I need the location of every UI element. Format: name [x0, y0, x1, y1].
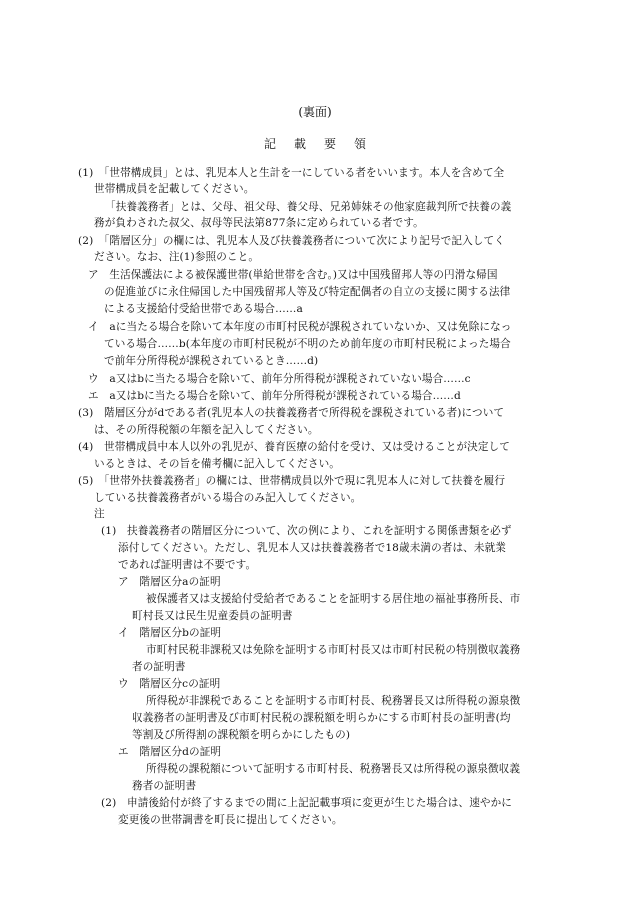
item-2-a-line-3: による支援給付受給世帯である場合……a — [104, 303, 303, 315]
page-title: 記載要領 — [263, 137, 384, 151]
item-2-line-1: (2) 「階層区分」の欄には、乳児本人及び扶養義務者について次により記号で記入してく — [78, 235, 505, 247]
item-3-line-2: は、その所得税額の年額を記入してください。 — [94, 424, 319, 436]
note-1-i-line-1: 市町村民税非課税又は免除を証明する市町村長又は市町村民税の特別徴収義務 — [146, 644, 521, 656]
item-2-i-line-3: で前年分所得税が課税されているとき……d) — [104, 355, 319, 367]
item-2-line-2: ださい。なお、注(1)参照のこと。 — [94, 251, 260, 263]
note-1-a-line-2: 町村長又は民生児童委員の証明書 — [132, 610, 293, 622]
item-2-i-line-2: ている場合……b(本年度の市町村民税が不明のため前年度の市町村民税によった場合 — [104, 338, 511, 350]
note-1-line-1: (1) 扶養義務者の階層区分について、次の例により、これを証明する関係書類を必ず — [101, 525, 512, 537]
note-1-a-heading: ア 階層区分aの証明 — [118, 576, 221, 588]
item-5-line-2: している扶養義務者がいる場合のみ記入してください。 — [94, 492, 362, 504]
item-4-line-1: (4) 世帯構成員中本人以外の乳児が、養育医療の給付を受け、又は受けることが決定して — [78, 441, 510, 453]
item-4-line-2: いるときは、その旨を備考欄に記入してください。 — [94, 458, 340, 470]
note-1-e-heading: エ 階層区分dの証明 — [118, 746, 222, 758]
note-1-i-line-2: 者の証明書 — [132, 661, 186, 673]
note-2-line-2: 変更後の世帯調書を町長に提出してください。 — [118, 814, 343, 826]
note-1-line-2: 添付してください。ただし、乳児本人又は扶養義務者で18歳未満の者は、未就業 — [118, 542, 506, 554]
note-1-line-3: であれば証明書は不要です。 — [118, 559, 257, 571]
item-1-line-2: 世帯構成員を記載してください。 — [94, 183, 255, 195]
note-label: 注 — [94, 508, 105, 520]
note-1-u-line-2: 収義務者の証明書及び市町村民税の課税額を明らかにする市町村長の証明書(均 — [132, 712, 511, 724]
note-1-u-line-1: 所得税が非課税であることを証明する市町村長、税務署長又は所得税の源泉徴 — [146, 695, 521, 707]
item-1-line-3: 「扶養義務者」とは、父母、祖父母、養父母、兄弟姉妹その他家庭裁判所で扶養の義 — [105, 201, 512, 213]
item-2-a-line-2: の促進並びに永住帰国した中国残留邦人等及び特定配偶者の自立の支援に関する法律 — [104, 286, 511, 298]
item-5-line-1: (5) 「世帯外扶養義務者」の欄には、世帯構成員以外で現に乳児本人に対して扶養を履行 — [78, 475, 506, 487]
note-2-line-1: (2) 申請後給付が終了するまでの間に上記記載事項に変更が生じた場合は、速やかに — [101, 797, 512, 809]
item-2-i-line-1: イ aに当たる場合を除いて本年度の市町村民税が課税されていないか、又は免除になっ — [88, 321, 512, 333]
note-1-a-line-1: 被保護者又は支援給付受給者であることを証明する居住地の福祉事務所長、市 — [146, 593, 521, 605]
note-1-u-heading: ウ 階層区分cの証明 — [118, 678, 221, 690]
note-1-e-line-2: 務者の証明書 — [132, 780, 197, 792]
note-1-u-line-3: 等割及び所得割の課税額を明らかにしたもの) — [132, 729, 351, 741]
item-2-e-line: エ a又はbに当たる場合を除いて、前年分所得税が課税されている場合……d — [88, 390, 461, 402]
note-1-i-heading: イ 階層区分bの証明 — [118, 627, 222, 639]
item-2-u-line: ウ a又はbに当たる場合を除いて、前年分所得税が課税されていない場合……c — [88, 373, 471, 385]
item-3-line-1: (3) 階層区分がdである者(乳児本人の扶養義務者で所得税を課税されている者)について — [78, 407, 505, 419]
item-2-a-line-1: ア 生活保護法による被保護世帯(単給世帯を含む。)又は中国残留邦人等の円滑な帰国 — [88, 269, 498, 281]
note-1-e-line-1: 所得税の課税額について証明する市町村長、税務署長又は所得税の源泉徴収義 — [146, 763, 521, 775]
item-1-line-1: (1) 「世帯構成員」とは、乳児本人と生計を一にしている者をいいます。本人を含めて全 — [78, 167, 505, 179]
item-1-line-4: 務が負わされた叔父、叔母等民法第877条に定められている者です。 — [94, 217, 424, 229]
page-side-label: (裏面) — [298, 105, 332, 119]
